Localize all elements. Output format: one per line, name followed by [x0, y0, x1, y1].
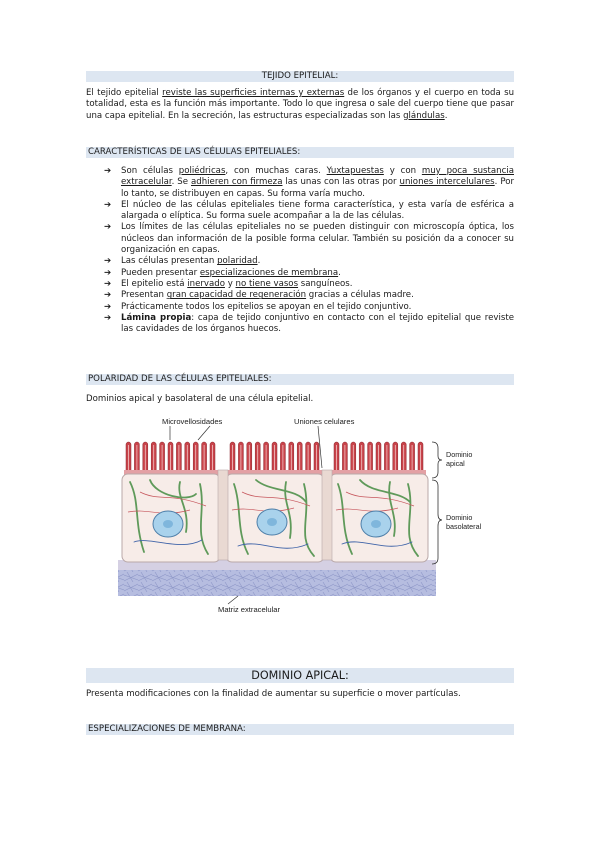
- text-run: Son células: [121, 166, 179, 176]
- paragraph-polaridad: [86, 394, 514, 405]
- cell-junction: [218, 470, 228, 560]
- leader-line: [228, 596, 238, 604]
- underlined-text: no tiene vasos: [235, 278, 299, 289]
- list-item: [86, 279, 514, 290]
- text-run: .: [257, 256, 261, 267]
- text-run: y: [224, 278, 236, 289]
- text-run: El núcleo de las células epiteliales tiene forma característica, y esta varía de esférica a alargada o elíptica. Su forma suele acompañar a la de las células.: [121, 199, 514, 222]
- underlined-text: muy poca sustancia extracelular: [121, 166, 514, 188]
- text-run: , con muchas caras.: [225, 166, 327, 176]
- text-run: y con: [383, 166, 422, 176]
- text-run: Las células presentan: [121, 256, 218, 267]
- section-header-caracteristicas: [86, 147, 514, 158]
- underlined-text: inervado: [187, 278, 225, 289]
- microvilli: [124, 442, 426, 478]
- arrow-icon: ➔: [104, 312, 112, 323]
- section-header-polaridad: [86, 374, 514, 385]
- list-item: [86, 200, 514, 223]
- arrow-icon: ➔: [104, 199, 112, 210]
- apical-brace: [432, 442, 442, 478]
- underlined-text: poliédricas: [178, 166, 226, 176]
- label-microvilli: Microvellosidades: [162, 417, 223, 426]
- section-header-apical: [86, 668, 514, 683]
- text-run: gracias a células madre.: [306, 290, 414, 301]
- label-cell-junctions: Uniones celulares: [294, 417, 355, 426]
- underlined-text: polaridad: [217, 256, 258, 267]
- text-run: . Por lo tanto, se distribuyen en capas. Su forma varía mucho.: [121, 177, 515, 199]
- text-run: Los límites de las células epiteliales no se pueden distinguir con microscopía óptica, los núcleos dan información de la posible forma celular. También su posición da a conocer su organización en capas.: [121, 222, 514, 256]
- text-run: Presenta modificaciones con la finalidad de aumentar su superficie o mover partículas.: [86, 689, 461, 699]
- list-item: [86, 222, 514, 256]
- text-run: de los órganos y el cuerpo en toda su totalidad, esta es la función más importante. Todo lo que ingresa o sale del cuerpo tiene que pasar una capa epitelial. En la secreción, las estructuras especializadas son las: [86, 88, 515, 121]
- label-basolateral-domain: Dominio: [446, 513, 473, 522]
- text-run: sanguíneos.: [298, 278, 353, 289]
- arrow-icon: ➔: [104, 166, 112, 176]
- section-title: POLARIDAD DE LAS CÉLULAS EPITELIALES:: [88, 374, 272, 384]
- basolateral-brace: [432, 480, 442, 564]
- text-run: Dominios apical y basolateral de una célula epitelial.: [86, 394, 314, 404]
- underlined-text: adhieren con firmeza: [191, 177, 283, 188]
- text-run: El epitelio está: [121, 278, 188, 289]
- underlined-text: especializaciones de membrana: [199, 267, 339, 278]
- text-run: El tejido epitelial: [86, 88, 163, 98]
- underlined-text: glándulas: [403, 110, 445, 121]
- section-title: ESPECIALIZACIONES DE MEMBRANA:: [88, 724, 246, 734]
- text-run: . Se: [171, 177, 191, 188]
- underlined-text: uniones intercelulares: [399, 177, 495, 188]
- label-extracellular-matrix: Matriz extracelular: [218, 605, 281, 614]
- section-title: DOMINIO APICAL:: [251, 669, 349, 682]
- nucleus-left: [153, 511, 183, 537]
- list-item: [86, 290, 514, 301]
- epithelial-cell-figure: [110, 412, 498, 618]
- text-run: Presentan: [121, 290, 167, 301]
- section-header-tejido: [86, 71, 514, 82]
- label-basolateral-domain-2: basolateral: [446, 522, 482, 531]
- arrow-icon: ➔: [104, 301, 112, 312]
- underlined-text: reviste las superficies internas y externas: [162, 88, 345, 98]
- arrow-icon: ➔: [104, 267, 112, 278]
- list-item: [86, 166, 514, 200]
- arrow-icon: ➔: [104, 290, 112, 301]
- text-run: .: [444, 110, 448, 121]
- list-item: [86, 268, 514, 279]
- text-run: las unas con las otras por: [282, 177, 400, 188]
- text-run: Prácticamente todos los epitelios se apoyan en el tejido conjuntivo.: [121, 301, 412, 312]
- arrow-icon: ➔: [104, 222, 112, 233]
- arrow-icon: ➔: [104, 278, 112, 289]
- text-run: Pueden presentar: [121, 267, 200, 278]
- characteristics-list: [86, 166, 514, 335]
- epithelial-diagram: [110, 412, 498, 618]
- matrix-fibers: [118, 570, 436, 596]
- section-title: TEJIDO EPITELIAL:: [261, 71, 339, 81]
- leader-line: [198, 426, 210, 440]
- section-header-especializaciones: [86, 724, 514, 735]
- paragraph-tejido: [86, 88, 514, 122]
- paragraph-apical: [86, 689, 514, 700]
- nucleus-middle: [257, 509, 287, 535]
- nucleus-right: [361, 511, 391, 537]
- underlined-text: gran capacidad de regeneración: [166, 290, 307, 301]
- text-run: : capa de tejido conjuntivo en contacto con el tejido epitelial que reviste las cavidades de los órganos huecos.: [121, 312, 514, 335]
- list-item: [86, 302, 514, 313]
- text-run: .: [338, 267, 341, 278]
- label-apical-domain: Dominio: [446, 450, 473, 459]
- bold-text: Lámina propia: [121, 312, 192, 323]
- list-item: [86, 313, 514, 336]
- underlined-text: Yuxtapuestas: [326, 166, 384, 176]
- cell-junction: [322, 470, 332, 560]
- list-item: [86, 256, 514, 267]
- label-apical-domain-2: apical: [446, 459, 465, 468]
- arrow-icon: ➔: [104, 256, 112, 267]
- section-title: CARACTERÍSTICAS DE LAS CÉLULAS EPITELIALES:: [88, 147, 301, 157]
